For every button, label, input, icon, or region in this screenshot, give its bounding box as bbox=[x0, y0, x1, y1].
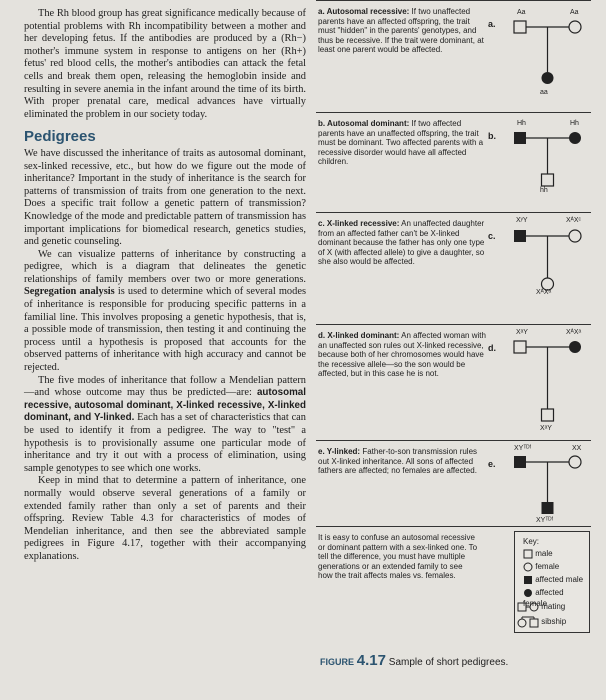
panel-c-label: c. bbox=[488, 231, 496, 241]
panel-a-text: a. Autosomal recessive: If two unaffected parents have an affected offspring, the trait must "hidden" in the parents' genotypes, and thus be recessive. If the trait were dominant, at least one parent would be affected. bbox=[318, 7, 484, 55]
unaffected-male-symbol bbox=[514, 341, 526, 353]
pedigrees-heading: Pedigrees bbox=[24, 128, 96, 146]
panel-e-text: e. Y-linked: Father-to-son transmission rules out X-linked inheritance. All sons of affected fathers are affected; no females are affected. bbox=[318, 447, 478, 476]
genotype-mother: XᴬXᵃ bbox=[566, 329, 582, 336]
genotype-father: XᵃY bbox=[516, 329, 528, 336]
affected-female-symbol bbox=[569, 341, 581, 353]
male-icon bbox=[523, 549, 533, 559]
key-affected-female: affected female bbox=[523, 588, 564, 608]
panel-x-linked-recessive bbox=[316, 212, 591, 325]
segregation-analysis-term: Segregation analysis bbox=[24, 286, 115, 298]
pedigree-a bbox=[506, 17, 596, 89]
genotype-father: XʸY bbox=[516, 217, 528, 224]
genotype-father: XYᵀᴰᶠ bbox=[514, 445, 532, 452]
genotype-child: aa bbox=[540, 89, 548, 96]
sibship-icon bbox=[517, 616, 539, 628]
genotype-child: XᴬXᵃ bbox=[536, 289, 552, 296]
panel-b-label: b. bbox=[488, 131, 496, 141]
genotype-father: Hh bbox=[517, 120, 526, 127]
genotype-mother: Hh bbox=[570, 120, 579, 127]
panel-e-label: e. bbox=[488, 459, 496, 469]
genotype-mother: XX bbox=[572, 445, 582, 452]
pedigree-d bbox=[506, 337, 596, 425]
affected-male-icon bbox=[523, 575, 533, 585]
key-male: male bbox=[523, 548, 553, 559]
panel-x-linked-dominant bbox=[316, 324, 591, 441]
affected-female-icon bbox=[523, 588, 533, 598]
genotype-child: XᵃY bbox=[540, 425, 552, 432]
panel-autosomal-dominant bbox=[316, 112, 591, 213]
unaffected-male-symbol bbox=[514, 21, 526, 33]
figure-caption: FIGURE 4.17 Sample of short pedigrees. bbox=[320, 652, 509, 669]
main-text-column bbox=[24, 8, 306, 564]
pedigrees-paragraph-4: Keep in mind that to determine a pattern of inheritance, one normally would observe several generations of a family or extended family rather than only a set of parents and their offspring. Review Table 4.3 for characteristics of modes of Mendelian inheritance, and then see the abbreviated sample pedigrees in Figure 4.17, together with their accompanying explanations. bbox=[24, 475, 306, 562]
genotype-mother: Aa bbox=[570, 9, 579, 16]
modes-list: autosomal recessive, autosomal dominant, X-linked recessive, X-linked dominant, and Y-linked. bbox=[24, 387, 306, 424]
pedigrees-paragraph-2: We can visualize patterns of inheritance by constructing a pedigree, which is a diagram that delineates the genetic relationships of family members over two or more generations. Segregation analysis is used to determine which of several modes of inheritance is responsible for producing specific patterns in a familial line. This involves proposing a genetic hypothesis, that is, a possible mode of transmission, then testing it and continuing the process until a hypothesis is proposed that accounts for the observed patterns of inheritance with high accuracy and cannot be rejected. bbox=[24, 248, 306, 374]
genotype-child: XYᵀᴰᶠ bbox=[536, 517, 554, 524]
key-affected-male: affected male bbox=[523, 574, 583, 585]
symbol-key bbox=[514, 531, 590, 633]
pedigrees-paragraph-3: The five modes of inheritance that follow a Mendelian pattern—and whose outcome may thus be predicted—are: autosomal recessive, autosomal dominant, X-linked recessive, X-linked dominant, and Y-linked. Each has a set of characteristics that can be used to identify it from a pedigree. The way to "test" a hypothesis is to provisionally assume one particular mode of inheritance and try it out with a process of elimination, using sample genotypes to see which one works. bbox=[24, 374, 306, 474]
genotype-child: hh bbox=[540, 187, 548, 194]
unaffected-daughter-symbol bbox=[542, 278, 554, 290]
panel-autosomal-recessive bbox=[316, 0, 591, 113]
panel-c-text: c. X-linked recessive: An unaffected daughter from an affected father can't be X-linked dominant because the father has only one type of X (with affected allele) to give a daughter, so she also would be affected. bbox=[318, 219, 485, 267]
panel-y-linked bbox=[316, 440, 591, 527]
unaffected-female-symbol bbox=[569, 21, 581, 33]
affected-female-symbol bbox=[542, 72, 554, 84]
confusion-note: It is easy to confuse an autosomal recessive or dominant pattern with a sex-linked one. To tell the difference, you must have multiple generations or an extended family to see how the trait affects males vs. females. bbox=[318, 533, 478, 581]
affected-male-symbol bbox=[514, 230, 526, 242]
pedigrees-paragraph-1: We have discussed the inheritance of traits as autosomal dominant, sex-linked recessive, etc., but how do we figure out the mode of inheritance? Important in the study of inheritance is the search for patterns of transmission of traits from one generation to the next. Does a specific trait follow a genetic pattern of transmission? Knowledge of the mode and predictable pattern of transmission has important implications for biomedical research, genetics studies, and genetic counseling. bbox=[24, 147, 306, 248]
unaffected-son-symbol bbox=[542, 409, 554, 421]
pedigree-b bbox=[506, 128, 596, 198]
unaffected-male-symbol bbox=[542, 174, 554, 186]
key-mating: mating bbox=[517, 601, 565, 612]
figure-4-17 bbox=[316, 0, 606, 700]
panel-d-text: d. X-linked dominant: An affected woman with an unaffected son rules out X-linked recessive, because both of her chromosomes would have the recessive allele—so the son would be affected, but in this case he is not. bbox=[318, 331, 486, 379]
affected-son-symbol bbox=[542, 502, 554, 514]
panel-a-label: a. bbox=[488, 19, 496, 29]
key-title: Key: bbox=[523, 537, 540, 546]
key-sibship: sibship bbox=[517, 616, 566, 627]
rh-paragraph: The Rh blood group has great significance medically because of potential problems with Rh incompatibility between a mother and her developing fetus. If the antibodies are produced by a (Rh−) mother's immune system in response to antigens on her (Rh+) fetus' red blood cells, the mother's antibodies can attack the fetal cells and break them open, releasing the hemoglobin inside and resulting in severe anemia in the infant around the time of its birth. With proper prenatal care, medical advances have virtually eliminated the problem in our society today. bbox=[24, 8, 306, 120]
unaffected-female-symbol bbox=[569, 456, 581, 468]
affected-female-symbol bbox=[569, 132, 581, 144]
key-female: female bbox=[523, 561, 559, 572]
pedigree-e bbox=[506, 452, 596, 516]
genotype-father: Aa bbox=[517, 9, 526, 16]
affected-male-symbol bbox=[514, 132, 526, 144]
affected-male-symbol bbox=[514, 456, 526, 468]
panel-b-text: b. Autosomal dominant: If two affected parents have an unaffected offspring, the trait must be dominant. Two affected parents with a recessive disorder would have all affected children. bbox=[318, 119, 484, 167]
female-icon bbox=[523, 562, 533, 572]
pedigree-c bbox=[506, 226, 596, 296]
mating-icon bbox=[517, 602, 539, 612]
panel-d-label: d. bbox=[488, 343, 496, 353]
unaffected-female-symbol bbox=[569, 230, 581, 242]
genotype-mother: XᴬXᶜ bbox=[566, 217, 581, 224]
